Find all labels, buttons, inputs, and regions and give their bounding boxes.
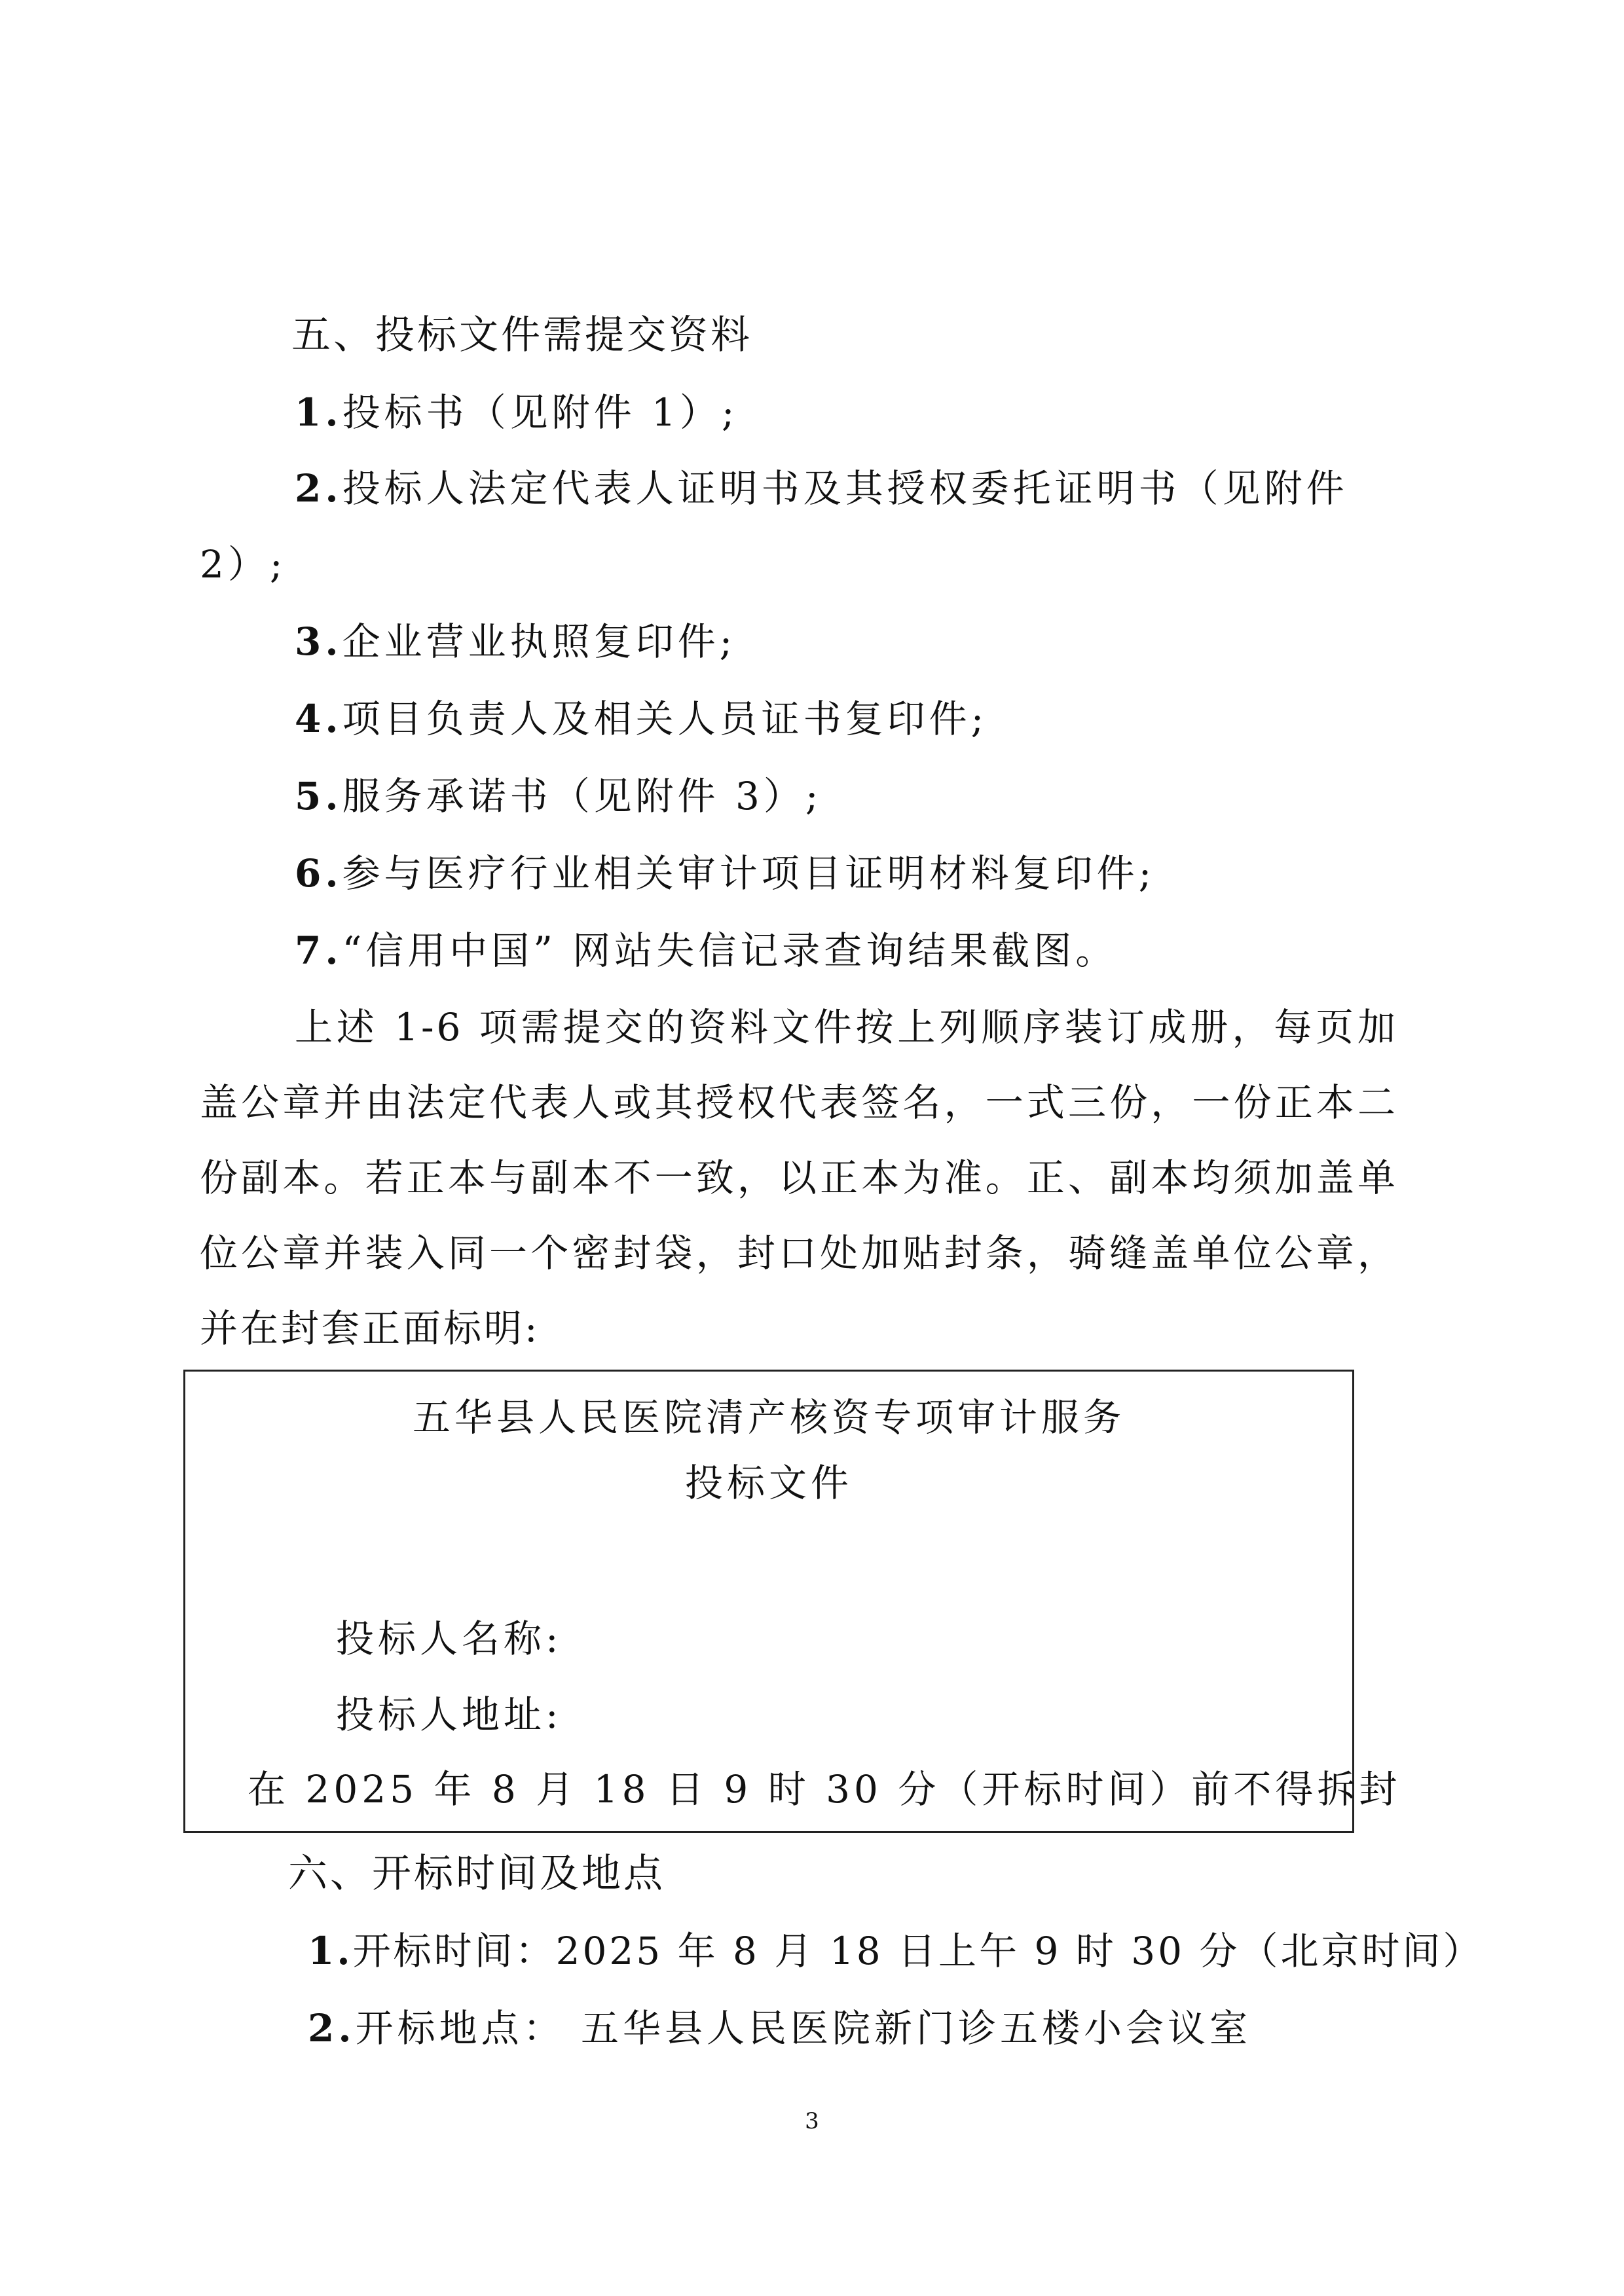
list-item <box>295 462 1348 515</box>
item-number: 2. <box>308 2006 356 2050</box>
item-number: 7. <box>295 928 342 973</box>
item-text: 开标时间：2025 年 8 月 18 日上午 9 时 30 分（北京时间） <box>352 1929 1484 1973</box>
item-number: 2. <box>295 466 342 511</box>
submission-paragraph: 上述 1-6 项需提交的资料文件按上列顺序装订成册，每页加盖公章并由法定代表人或其授权代表签名，一式三份，一份正本二份副本。若正本与副本不一致，以正本为准。正、副本均须加盖单位公章并装入同一个密封袋，封口处加贴封条，骑缝盖单位公章，并在封套正面标明: <box>200 1005 1398 1351</box>
item-text: 服务承诺书（见附件 3）; <box>342 774 822 818</box>
item-text: 项目负责人及相关人员证书复印件; <box>342 697 988 741</box>
item-text: “信用中国” 网站失信记录查询结果截图。 <box>342 928 1118 973</box>
item-number: 1. <box>308 1929 353 1973</box>
section6-heading: 六、开标时间及地点 <box>288 1851 665 1897</box>
page-number: 3 <box>805 2108 819 2134</box>
list-item <box>295 770 822 822</box>
envelope-label-box <box>183 1370 1401 1833</box>
list-item <box>295 693 987 745</box>
list-item <box>295 847 1155 900</box>
item-number: 6. <box>295 851 342 896</box>
list-item <box>308 2002 1251 2054</box>
item-text: 企业营业执照复印件; <box>342 619 737 664</box>
item-text: 开标地点： 五华县人民医院新门诊五楼小会议室 <box>355 2006 1252 2050</box>
item-number: 3. <box>295 619 342 664</box>
bidder-name-label: 投标人名称: <box>336 1616 563 1661</box>
envelope-subtitle: 投标文件 <box>684 1461 853 1505</box>
item-number: 1. <box>295 390 342 435</box>
item-text: 投标人法定代表人证明书及其授权委托证明书（见附件 <box>342 466 1348 511</box>
list-item-continuation: 2）; <box>200 542 287 587</box>
section5-heading: 五、投标文件需提交资料 <box>291 312 752 358</box>
opening-notice: 在 2025 年 8 月 18 日 9 时 30 分（开标时间）前不得拆封 <box>248 1767 1401 1812</box>
list-item <box>295 386 738 439</box>
bidder-address-label: 投标人地址: <box>336 1692 563 1737</box>
list-item <box>308 1925 1484 1977</box>
envelope-title: 五华县人民医院清产核资专项审计服务 <box>412 1395 1125 1440</box>
list-item <box>295 924 1117 977</box>
list-item <box>295 615 736 668</box>
item-text: 投标书（见附件 1）; <box>342 390 739 435</box>
item-number: 4. <box>295 697 342 741</box>
item-number: 5. <box>295 774 342 818</box>
item-text: 参与医疗行业相关审计项目证明材料复印件; <box>342 851 1156 896</box>
